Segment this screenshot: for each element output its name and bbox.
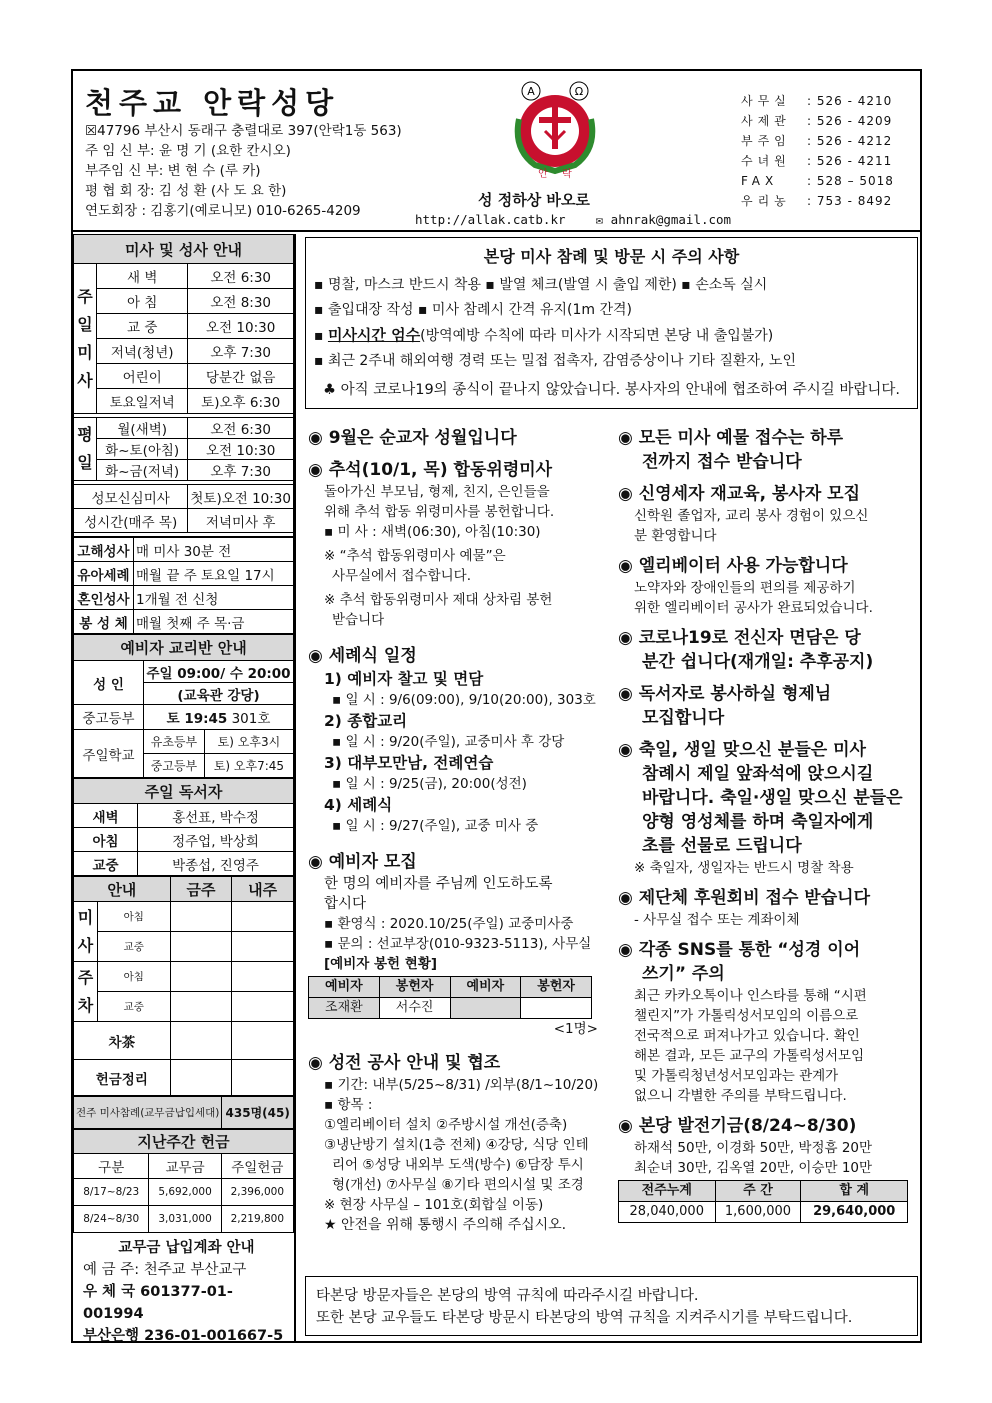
phone-row: 우리농 : 753 - 8492 bbox=[741, 194, 893, 208]
readers-table: 주일 독서자 새벽 홍선표, 박수정 아침 정주업, 박상희 교중 박종섭, 진영주 bbox=[73, 778, 294, 876]
patron-saint: 성 정하상 바오로 bbox=[478, 191, 590, 209]
phone-row: 사무실 : 526 - 4210 bbox=[741, 94, 893, 108]
middle-column: ◉ 9월은 순교자 성월입니다 ◉ 추석(10/1, 목) 합동위령미사 돌아가신 부모님, 형제, 친지, 은인들을 위해 추석 합동 위령미사를 봉헌합니다. ▪ 미 사 : 새벽(06:30), 아침(10:30) ※ “추석 합동위령미사 예물”은 사무실에서 접수합니다. ※ 추석 합동위령미사 제대 상차림 봉헌 받습니다 ◉ 세례식 일정 1) 예비자 찰고 및 면담 ▪ 일 시 : 9/6(09:00), 9/10(20:00), 303호 2) 종합교리 ▪ 일 시 : 9/20(주일), 교중미사 후 강당 3) 대부모만남, 전례연습 ▪ 일 시 : 9/25(금), 20:00(성전) 4) 세례식 ▪ 일 시 : 9/27(주일), 교중 미사 중 ◉ 예비자 모집 한 명의 예비자를 주님께 인도하도록 합시다 ▪ 환영식 : 2020.10/25(주일) 교중미사중 ▪ 문의 : 선교부장(010-9323-5113), 사무실 [예비자 봉헌 현황] 예비자 봉헌자 예비자 봉헌자 조재환 서수진 <1명> ◉ 성전 공사 안내 및 협조 ▪ 기간: 내부(5/25~8/31) /외부(8/1~10/20) ▪ 항목 : ①엘리베이터 설치 ②주방시설 개선(증축) ③냉난방기 설치(1층 전체) ④강당, 식당 인테 리어 ⑤성당 내외부 도색(방수) ⑥담장 투시 형(개선) ⑦사무실 ⑧기타 편의시설 및 조경 ※ 현장 사무실 – 101호(회합실 이동) ★ 안전을 위해 통행시 주의해 주십시오. bbox=[308, 428, 599, 1233]
website-link[interactable]: http://allak.catb.kr bbox=[415, 212, 566, 227]
notice-title: 본당 미사 참례 및 방문 시 주의 사항 bbox=[483, 247, 740, 266]
account-info: 교무금 납입계좌 안내 예 금 주: 천주교 부산교구 우 체 국 601377-01-001994 부산은행 236-01-001667-5 bbox=[83, 1240, 284, 1344]
parish-logo-icon bbox=[505, 79, 605, 179]
covid-notice-box: 본당 미사 참례 및 방문 시 주의 사항 ▪ 명찰, 마스크 반드시 착용 ▪ 발열 체크(발열 시 출입 제한) ▪ 손소독 실시 ▪ 출입대장 작성 ▪ 미사 참례시 간격 유지(1m 간격) ▪ 미사시간 엄수(방역예방 수칙에 따라 미사가 시작되면 본당 내 출입불가) ▪ 최근 2주내 해외여행 경력 또는 밀접 접촉자, 감염증상이나 기타 질환자, 노인 ♣ 아직 코로나19의 종식이 끝나지 않았습니다. 봉사자의 안내에 협조하여 주시길 바랍니다. bbox=[305, 237, 918, 409]
right-column: ◉ 모든 미사 예물 접수는 하루 전까지 접수 받습니다 ◉ 신영세자 재교육, 봉사자 모집 신학원 졸업자, 교리 봉사 경험이 있으신 분 환영합니다 ◉ 엘리베이터 사용 가능합니다 노약자와 장애인들의 편의를 제공하기 위한 엘리베이터 공사가 완료되었습니다. ◉ 코로나19로 전신자 면담은 당 분간 쉽니다(재개일: 추후공지) ◉ 독서자로 봉사하실 형제님 모집합니다 ◉ 축일, 생일 맞으신 분들은 미사 참례시 제일 앞좌석에 앉으시길 바랍니다. 축일·생일 맞으신 분들은 양형 영성체를 하며 축일자에게 초를 선물로 드립니다 ※ 축일자, 생일자는 반드시 명찰 착용 ◉ 제단체 후원회비 접수 받습니다 - 사무실 접수 또는 계좌이체 ◉ 각종 SNS를 통한 “성경 이어 쓰기” 주의 최근 카카오톡이나 인스타를 통해 “시편 챌린지”가 가톨릭성서모임의 이름으로 전국적으로 퍼져나가고 있습니다. 확인 해본 결과, 모든 교구의 가톨릭성서모임 및 가톨릭청년성서모임과는 관계가 없으니 각별한 주의를 부탁드립니다. ◉ 본당 발전기금(8/24~8/30) 하재석 50만, 이경화 50만, 박정흠 20만 최순녀 30만, 김옥열 20만, 이승만 10만 전주누계 주 간 합 계 28,040,000 1,600,000 29,640,000 bbox=[618, 426, 918, 1223]
sacrament-table: 고해성사 매 미사 30분 전 유아세례 매월 끝 주 토요일 17시 혼인성사 1개월 전 신청 봉 성 체 매월 첫째 주 목·금 bbox=[73, 537, 294, 634]
council-president: 평 협 회 장: 김 성 환 (사 도 요 한) bbox=[85, 183, 287, 199]
attendance-table: 전주 미사참례(교무금납입세대) 435명(45) bbox=[73, 1096, 294, 1129]
phone-row: 부주임 : 526 - 4212 bbox=[741, 134, 893, 148]
weekday-mass-label: 평일 bbox=[74, 418, 97, 481]
mass-schedule-table: 미사 및 성사 안내 주일미사 새 벽 오전 6:30 아 침 오전 8:30 교 중 오전 10:30 저녁(청년) 오후 7:30 어린이 당분간 없음 토요일저녁 토)오후 6:30 평일 월(새벽) 오전 6:30 화~토(아침) 오전 10:30 화~금(저녁) 오후 7:30 성모신심미사 첫토)오전 10:30 성시간(매주 목) 저녁미사 후 bbox=[73, 234, 294, 537]
phone-row: 수녀원 : 526 - 4211 bbox=[741, 154, 893, 168]
parish-info bbox=[85, 121, 402, 221]
bulletin-page bbox=[71, 69, 922, 1343]
phone-row: 사제관 : 526 - 4209 bbox=[741, 114, 893, 128]
sunday-mass-label: 주일미사 bbox=[74, 264, 97, 414]
development-fund-table: 전주누계 주 간 합 계 28,040,000 1,600,000 29,640,000 bbox=[618, 1180, 908, 1223]
offering-table: 지난주간 헌금 구분 교무금 주일헌금 8/17~8/23 5,692,000 2,396,000 8/24~8/30 3,031,000 2,219,800 bbox=[73, 1129, 294, 1233]
assistant-pastor: 부주임 신 부: 변 현 수 (루 카) bbox=[85, 163, 261, 179]
phone-list bbox=[741, 91, 894, 211]
mass-schedule-title: 미사 및 성사 안내 bbox=[74, 235, 294, 264]
logo-right: 락 bbox=[562, 169, 572, 179]
pastor: 주 임 신 부: 윤 명 기 (요한 칸시오) bbox=[85, 143, 291, 159]
left-sidebar bbox=[73, 234, 296, 1344]
contact-web bbox=[415, 212, 731, 227]
duty-table: 안내 금주 내주 미사 아침 교중 주차 아침 교중 차茶 헌금정리 bbox=[73, 876, 294, 1096]
phone-row: FAX : 528 – 5018 bbox=[741, 174, 894, 188]
logo-left: 안 bbox=[538, 169, 548, 179]
catechumen-sponsor-table: 예비자 봉헌자 예비자 봉헌자 조재환 서수진 bbox=[308, 976, 592, 1019]
visitor-notice-box: 타본당 방문자들은 본당의 방역 규칙에 따라주시길 바랍니다. 또한 본당 교우들도 타본당 방문시 타본당의 방역 규칙을 지켜주시기를 부탁드립니다. bbox=[305, 1276, 918, 1336]
logo-omega: Ω bbox=[574, 85, 584, 98]
parish-title: 천주교 안락성당 bbox=[85, 86, 340, 120]
email-link[interactable]: ✉ ahnrak@gmail.com bbox=[595, 212, 732, 227]
yeondo-president: 연도회장 : 김홍기(예로니모) 010-6265-4209 bbox=[85, 203, 361, 219]
catechumen-table: 예비자 교리반 안내 성 인 주일 09:00/ 수 20:00 (교육관 강당) 중고등부 토 19:45 301호 주일학교 유초등부 토) 오후3시 중고등부 토) 오후7:45 bbox=[73, 634, 294, 778]
address: ☒47796 부산시 동래구 충렬대로 397(안락1동 563) bbox=[85, 123, 402, 139]
logo-alpha: A bbox=[527, 85, 535, 98]
header bbox=[73, 71, 920, 232]
